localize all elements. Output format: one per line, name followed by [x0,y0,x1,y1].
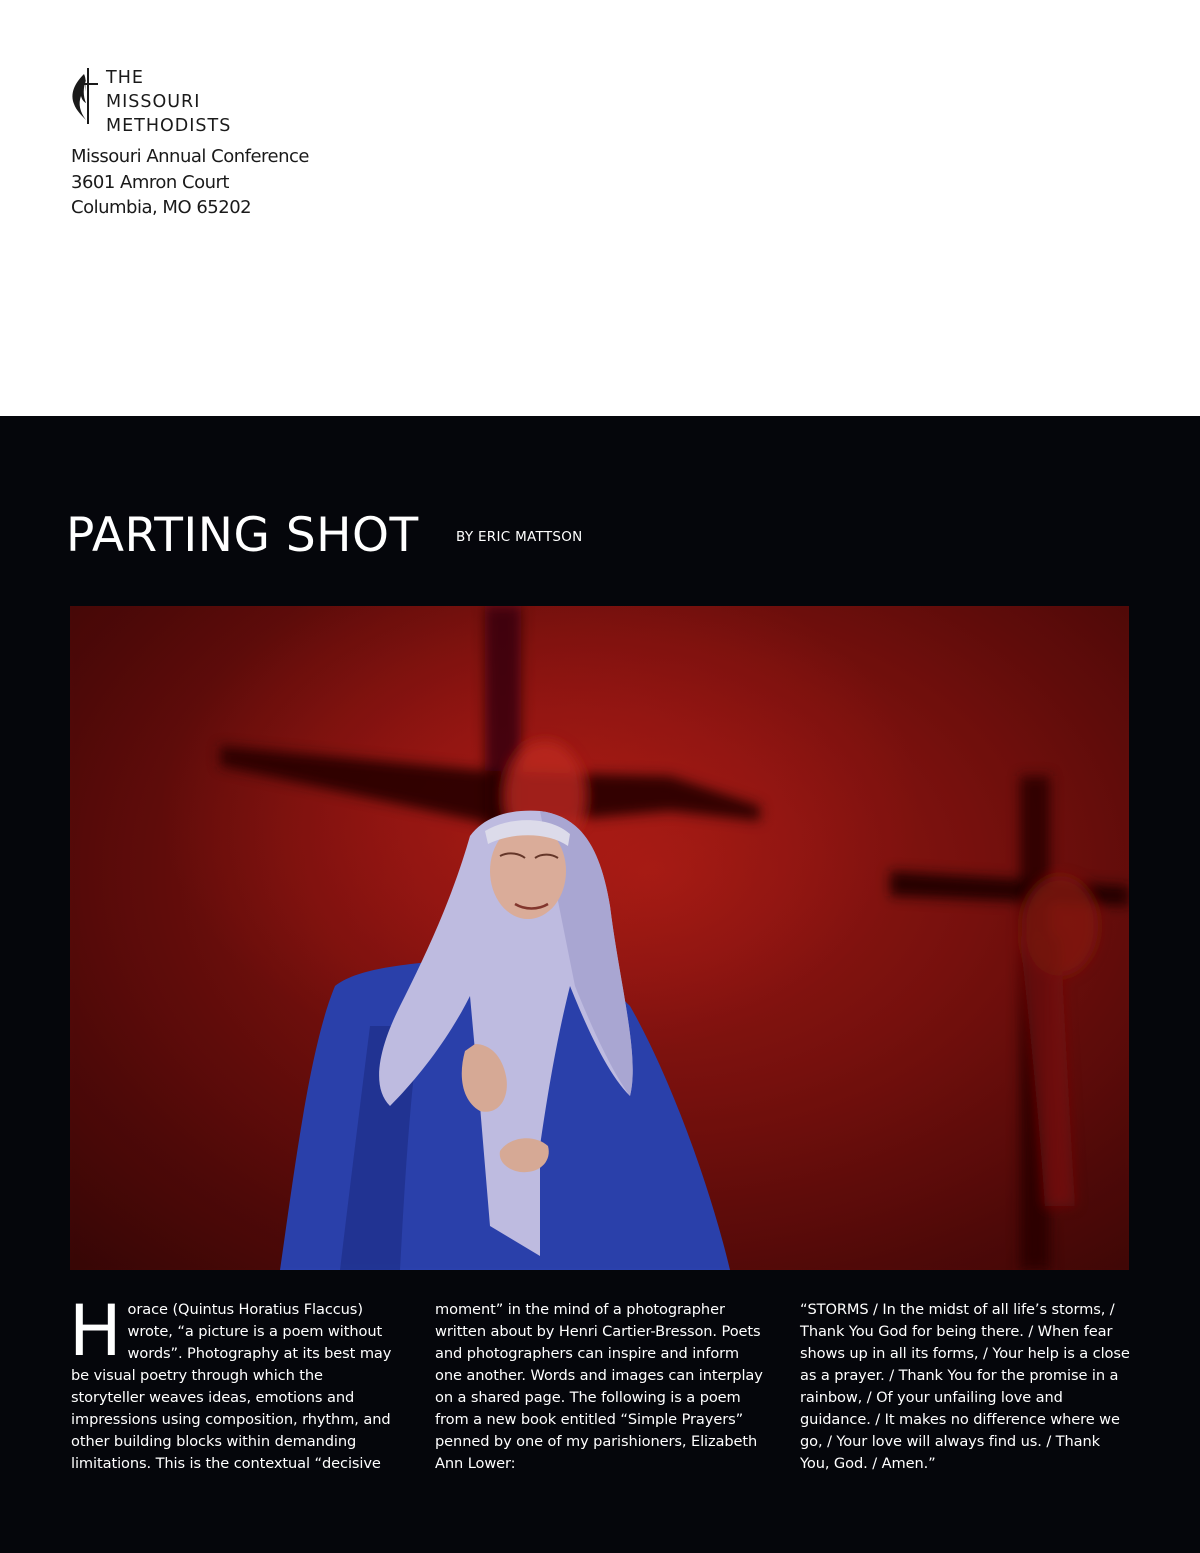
header-section [0,0,1200,416]
article-column-3 [800,1299,1130,1475]
article-byline: BY ERIC MATTSON [456,529,583,545]
address-line-2: 3601 Amron Court [71,171,229,193]
logo-line-1: THE [106,68,144,88]
address-line-1: Missouri Annual Conference [71,146,309,167]
address-line-3: Columbia, MO 65202 [71,197,252,218]
photo-illustration [70,606,1129,1270]
article-text-3: “STORMS / In the midst of all life’s storms, / Thank You God for being there. / When fear shows up in all its forms, / Your help is a close as a prayer. / Thank You for the promise in a rainbow, / Of your unfailing love and guidance. / It makes no difference where we go, / Your love will always find us. / Thank You, God. / Amen.” [800,1301,1130,1472]
article-column-1 [69,1290,401,1475]
article-photo [70,606,1129,1270]
dropcap: H [69,1290,122,1372]
article-title: PARTING SHOT [66,508,419,563]
logo-line-3: METHODISTS [106,116,232,136]
mailing-address [71,144,309,221]
article-section [0,416,1200,1553]
article-text-2: moment” in the mind of a photographer written about by Henri Cartier-Bresson. Poets and photographers can inspire and inform one another. Words and images can interplay on a shared page. The following is a poem from a new book entitled “Simple Prayers” penned by one of my parishioners, Elizabeth Ann Lower: [435,1301,763,1472]
logo-line-2: MISSOURI [106,92,201,112]
article-column-2 [435,1299,765,1475]
article-text-1: orace (Quintus Horatius Flaccus) wrote, “a picture is a poem without words”. Photography at its best may be visual poetry through which the storyteller weaves ideas, emotions and impressions using composition, rhythm, and other building blocks within demanding limitations. This is the contextual “decisive [71,1301,392,1472]
logo [68,66,231,138]
cross-and-flame-icon [68,66,100,126]
